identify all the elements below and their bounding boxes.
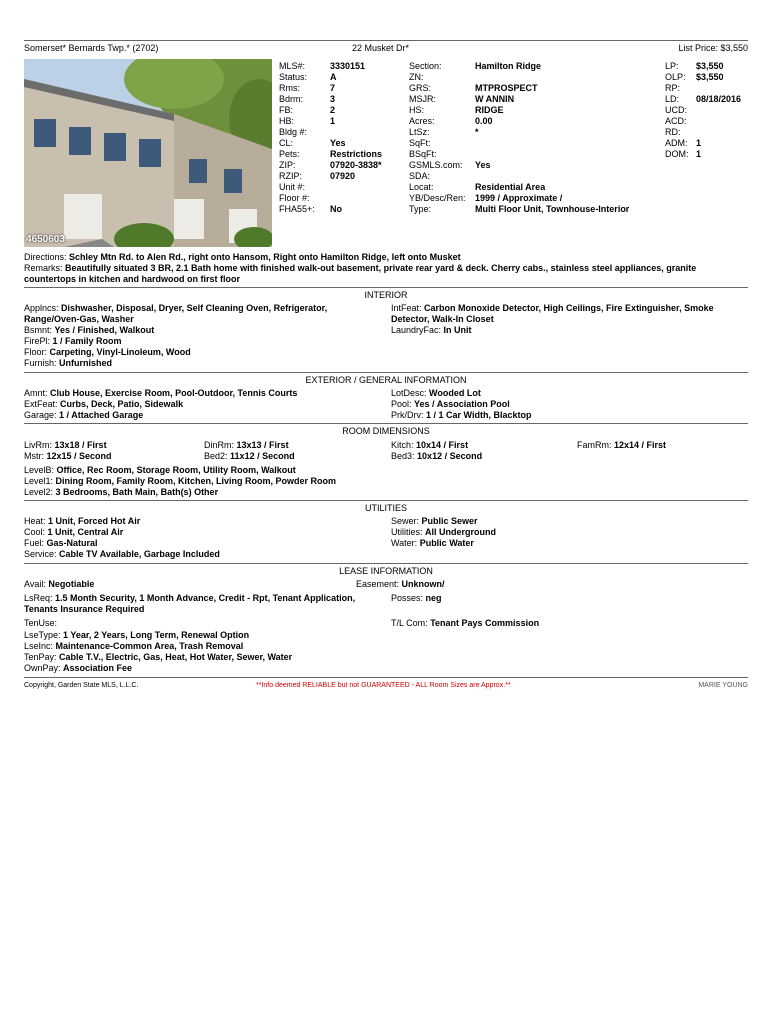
- field-value: 08/18/2016: [696, 94, 742, 104]
- field-label: Status:: [279, 72, 308, 82]
- field-value: 1: [330, 116, 336, 126]
- field-value: Yes: [330, 138, 346, 148]
- detail-label: Service:: [24, 549, 57, 559]
- detail-row: [24, 303, 374, 325]
- room-famrm: FamRm: 12x14 / First: [577, 440, 667, 450]
- detail-row: [391, 516, 747, 527]
- room-bed3: Bed3: 10x12 / Second: [391, 451, 483, 461]
- room-mstr: Mstr: 12x15 / Second: [24, 451, 112, 461]
- field-label: HB:: [279, 116, 295, 126]
- detail-label: Sewer:: [391, 516, 420, 526]
- lease-tenpay: TenPay: Cable T.V., Electric, Gas, Heat, Hot Water, Sewer, Water: [24, 652, 293, 662]
- field-row: [409, 127, 629, 138]
- detail-label: Bsmnt:: [24, 325, 53, 335]
- field-label: DOM:: [665, 149, 689, 159]
- field-label: RD:: [665, 127, 681, 137]
- field-label: CL:: [279, 138, 294, 148]
- field-value: 0.00: [475, 116, 493, 126]
- field-value: Multi Floor Unit, Townhouse-Interior: [475, 204, 630, 214]
- detail-row: [24, 549, 374, 560]
- detail-row: [24, 358, 374, 369]
- property-photo: [24, 59, 272, 247]
- interior-right: [391, 303, 747, 336]
- field-label: MSJR:: [409, 94, 436, 104]
- field-label: LD:: [665, 94, 680, 104]
- field-row: [665, 83, 741, 94]
- field-row: [279, 83, 382, 94]
- field-row: [279, 182, 382, 193]
- field-row: [409, 149, 629, 160]
- lease-easement: Easement: Unknown/: [356, 579, 445, 589]
- remarks-row: [24, 263, 748, 285]
- field-row: [409, 193, 629, 204]
- detail-value: Wooded Lot: [429, 388, 481, 398]
- detail-label: FirePl:: [24, 336, 51, 346]
- detail-label: Prk/Drv:: [391, 410, 424, 420]
- room-kitch: Kitch: 10x14 / First: [391, 440, 469, 450]
- detail-value: Public Water: [419, 538, 474, 548]
- field-label: UCD:: [665, 105, 687, 115]
- field-value: Restrictions: [330, 149, 383, 159]
- room-level1: Level1: Dining Room, Family Room, Kitchen, Living Room, Powder Room: [24, 476, 337, 486]
- detail-label: Applncs:: [24, 303, 59, 313]
- detail-label: Amnt:: [24, 388, 48, 398]
- detail-value: 1 / Family Room: [52, 336, 122, 346]
- field-row: [279, 160, 382, 171]
- detail-label: Pool:: [391, 399, 412, 409]
- field-label: LtSz:: [409, 127, 430, 137]
- detail-row: [24, 410, 374, 421]
- field-row: [409, 171, 629, 182]
- field-label: GRS:: [409, 83, 432, 93]
- listing-column-1: [279, 61, 382, 215]
- field-row: [409, 61, 629, 72]
- field-value: Yes: [475, 160, 491, 170]
- detail-row: [24, 538, 374, 549]
- directions-row: [24, 252, 748, 263]
- list-price-label: List Price: $3,550: [678, 43, 748, 53]
- lease-posses: Posses: neg: [391, 593, 442, 603]
- detail-row: [391, 303, 747, 325]
- exterior-right: [391, 388, 747, 421]
- exterior-left: [24, 388, 374, 421]
- field-value: 7: [330, 83, 336, 93]
- detail-value: Cable TV Available, Garbage Included: [59, 549, 220, 559]
- field-value: 1: [696, 149, 702, 159]
- field-label: Unit #:: [279, 182, 306, 192]
- field-label: Acres:: [409, 116, 435, 126]
- field-label: BSqFt:: [409, 149, 437, 159]
- detail-row: [24, 336, 374, 347]
- field-row: [409, 116, 629, 127]
- field-label: OLP:: [665, 72, 686, 82]
- field-row: [279, 138, 382, 149]
- field-label: Bdrm:: [279, 94, 304, 104]
- field-row: [279, 61, 382, 72]
- utilities-left: [24, 516, 374, 560]
- field-row: [665, 94, 741, 105]
- field-value: 3: [330, 94, 336, 104]
- field-row: [409, 94, 629, 105]
- detail-value: 1 Unit, Central Air: [47, 527, 124, 537]
- room-levelb: LevelB: Office, Rec Room, Storage Room, Utility Room, Walkout: [24, 465, 296, 475]
- detail-row: [24, 527, 374, 538]
- detail-value: Unfurnished: [59, 358, 113, 368]
- remarks-label: Remarks:: [24, 263, 63, 273]
- field-value: RIDGE: [475, 105, 504, 115]
- detail-value: Yes / Association Pool: [414, 399, 510, 409]
- detail-value: Gas-Natural: [46, 538, 98, 548]
- detail-row: [391, 410, 747, 421]
- field-label: FB:: [279, 105, 294, 115]
- field-row: [279, 204, 382, 215]
- field-value: Residential Area: [475, 182, 546, 192]
- detail-row: [391, 388, 747, 399]
- room-livrm: LivRm: 13x18 / First: [24, 440, 107, 450]
- detail-label: Garage:: [24, 410, 57, 420]
- detail-row: [391, 538, 747, 549]
- detail-row: [391, 325, 747, 336]
- field-label: Section:: [409, 61, 442, 71]
- interior-left: [24, 303, 374, 369]
- field-value: 3330151: [330, 61, 366, 71]
- field-label: SqFt:: [409, 138, 431, 148]
- field-row: [665, 61, 741, 72]
- field-value: 2: [330, 105, 336, 115]
- detail-row: [391, 527, 747, 538]
- field-value: Hamilton Ridge: [475, 61, 542, 71]
- field-label: ZIP:: [279, 160, 296, 170]
- detail-label: ExtFeat:: [24, 399, 58, 409]
- field-row: [665, 105, 741, 116]
- detail-value: 1 / 1 Car Width, Blacktop: [426, 410, 532, 420]
- detail-value: In Unit: [443, 325, 472, 335]
- field-label: ZN:: [409, 72, 424, 82]
- field-value: *: [475, 127, 479, 137]
- field-row: [279, 171, 382, 182]
- field-row: [665, 127, 741, 138]
- field-label: LP:: [665, 61, 679, 71]
- listing-column-2: [409, 61, 629, 215]
- lease-lsetype: LseType: 1 Year, 2 Years, Long Term, Renewal Option: [24, 630, 250, 640]
- detail-value: All Underground: [425, 527, 497, 537]
- section-interior: INTERIOR: [364, 290, 408, 300]
- address-label: 22 Musket Dr*: [352, 43, 410, 53]
- field-row: [665, 149, 741, 160]
- detail-row: [24, 388, 374, 399]
- field-value: 07920: [330, 171, 356, 181]
- detail-value: Yes / Finished, Walkout: [54, 325, 155, 335]
- detail-label: Furnish:: [24, 358, 57, 368]
- remarks-value: Beautifully situated 3 BR, 2.1 Bath home with finished walk-out basement, private rear yard & deck. Cherry cabs., stainless steel appliances, granite countertops in kitchen and hardwood on first floor: [24, 263, 697, 284]
- field-label: Locat:: [409, 182, 434, 192]
- field-value: $3,550: [696, 61, 724, 71]
- detail-label: LotDesc:: [391, 388, 427, 398]
- photo-id-label: 4650603: [26, 234, 65, 245]
- detail-row: [24, 347, 374, 358]
- section-lease: LEASE INFORMATION: [339, 566, 433, 576]
- detail-label: LaundryFac:: [391, 325, 442, 335]
- field-value: No: [330, 204, 342, 214]
- field-row: [279, 72, 382, 83]
- field-label: RZIP:: [279, 171, 303, 181]
- field-row: [279, 193, 382, 204]
- field-row: [279, 127, 382, 138]
- section-exterior: EXTERIOR / GENERAL INFORMATION: [305, 375, 467, 385]
- field-row: [665, 116, 741, 127]
- field-label: Pets:: [279, 149, 300, 159]
- field-value: 07920-3838*: [330, 160, 382, 170]
- field-label: ADM:: [665, 138, 688, 148]
- section-rooms: ROOM DIMENSIONS: [342, 426, 430, 436]
- lease-avail: Avail: Negotiable: [24, 579, 95, 589]
- lease-lseinc: LseInc: Maintenance-Common Area, Trash Removal: [24, 641, 244, 651]
- field-row: [665, 138, 741, 149]
- detail-value: Curbs, Deck, Patio, Sidewalk: [60, 399, 184, 409]
- field-label: ACD:: [665, 116, 687, 126]
- detail-label: Floor:: [24, 347, 48, 357]
- detail-value: 1 / Attached Garage: [59, 410, 144, 420]
- room-dinrm: DinRm: 13x13 / First: [204, 440, 289, 450]
- detail-label: Fuel:: [24, 538, 45, 548]
- section-utilities: UTILITIES: [364, 503, 407, 513]
- utilities-right: [391, 516, 747, 549]
- detail-row: [24, 325, 374, 336]
- field-row: [409, 83, 629, 94]
- detail-label: IntFeat:: [391, 303, 422, 313]
- room-bed2: Bed2: 11x12 / Second: [204, 451, 295, 461]
- copyright-text: Copyright, Garden State MLS, L.L.C.: [24, 682, 139, 689]
- detail-row: [24, 399, 374, 410]
- detail-value: Club House, Exercise Room, Pool-Outdoor, Tennis Courts: [50, 388, 298, 398]
- field-row: [409, 138, 629, 149]
- field-row: [409, 72, 629, 83]
- room-level2: Level2: 3 Bedrooms, Bath Main, Bath(s) Other: [24, 487, 219, 497]
- disclaimer-text: **Info deemed RELIABLE but not GUARANTEED - ALL Room Sizes are Approx.**: [256, 682, 511, 689]
- detail-label: Heat:: [24, 516, 46, 526]
- detail-label: Utilities:: [391, 527, 423, 537]
- field-value: MTPROSPECT: [475, 83, 538, 93]
- directions-label: Directions:: [24, 252, 67, 262]
- field-row: [279, 94, 382, 105]
- directions-value: Schley Mtn Rd. to Alen Rd., right onto Hansom, Right onto Hamilton Ridge, left onto Musket: [69, 252, 461, 262]
- field-label: YB/Desc/Ren:: [409, 193, 466, 203]
- detail-label: Cool:: [24, 527, 46, 537]
- field-value: 1: [696, 138, 702, 148]
- field-row: [279, 149, 382, 160]
- detail-value: Dishwasher, Disposal, Dryer, Self Cleaning Oven, Refrigerator, Range/Oven-Gas, Washer: [24, 303, 328, 324]
- detail-value: Carpeting, Vinyl-Linoleum, Wood: [49, 347, 191, 357]
- field-label: FHA55+:: [279, 204, 315, 214]
- field-label: RP:: [665, 83, 681, 93]
- field-label: Bldg #:: [279, 127, 308, 137]
- field-value: 1999 / Approximate /: [475, 193, 563, 203]
- field-row: [409, 204, 629, 215]
- lease-lsreq: LsReq: 1.5 Month Security, 1 Month Advance, Credit - Rpt, Tenant Application, Tenants Insurance Required: [24, 593, 356, 614]
- field-label: Floor #:: [279, 193, 310, 203]
- field-label: MLS#:: [279, 61, 306, 71]
- field-row: [409, 105, 629, 116]
- agent-name: MARIE YOUNG: [698, 682, 748, 689]
- detail-value: 1 Unit, Forced Hot Air: [48, 516, 141, 526]
- field-row: [279, 105, 382, 116]
- area-label: Somerset* Bernards Twp.* (2702): [24, 43, 159, 53]
- field-value: $3,550: [696, 72, 724, 82]
- field-row: [279, 116, 382, 127]
- lease-tlcom: T/L Com: Tenant Pays Commission: [391, 618, 540, 628]
- lease-ownpay: OwnPay: Association Fee: [24, 663, 133, 673]
- field-row: [409, 182, 629, 193]
- detail-row: [391, 399, 747, 410]
- field-row: [665, 72, 741, 83]
- field-row: [409, 160, 629, 171]
- field-label: Rms:: [279, 83, 300, 93]
- listing-column-3: [665, 61, 741, 160]
- field-label: GSMLS.com:: [409, 160, 463, 170]
- field-label: SDA:: [409, 171, 431, 181]
- lease-tenuse: TenUse:: [24, 618, 58, 628]
- detail-value: Carbon Monoxide Detector, High Ceilings, Fire Extinguisher, Smoke Detector, Walk-In Closet: [391, 303, 714, 324]
- field-label: Type:: [409, 204, 432, 214]
- field-value: W ANNIN: [475, 94, 515, 104]
- detail-label: Water:: [391, 538, 418, 548]
- detail-value: Public Sewer: [421, 516, 478, 526]
- field-value: A: [330, 72, 337, 82]
- detail-row: [24, 516, 374, 527]
- field-label: HS:: [409, 105, 425, 115]
